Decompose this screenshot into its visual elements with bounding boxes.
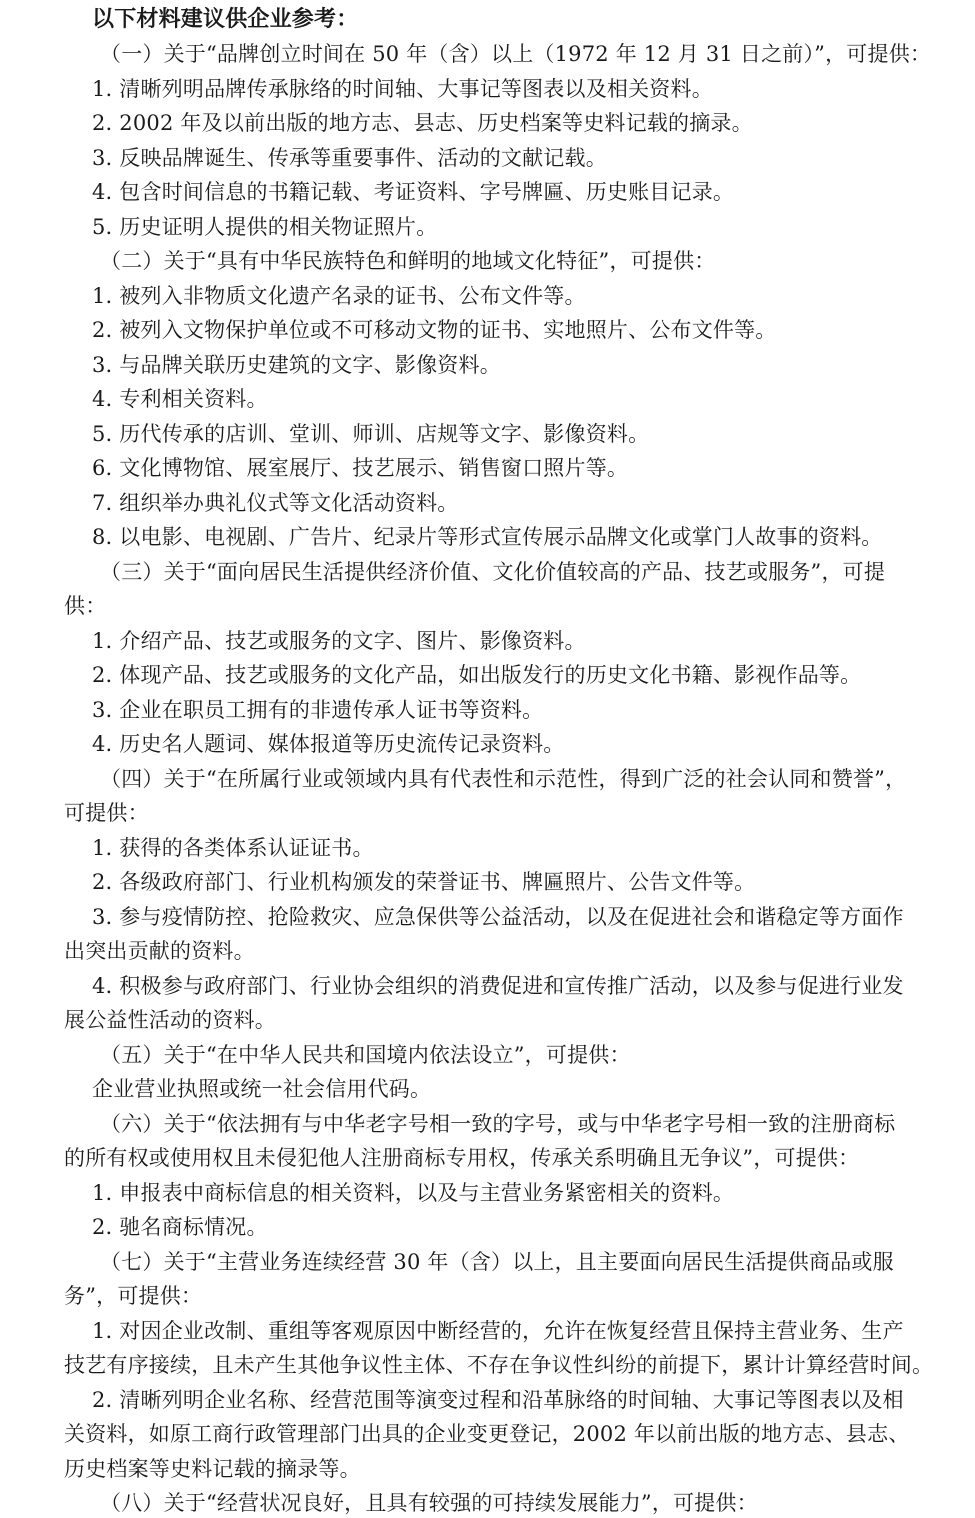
section-6-heading: （六）关于“依法拥有与中华老字号相一致的字号，或与中华老字号相一致的注册商标 [100, 1112, 896, 1136]
section-3-heading: （三）关于“面向居民生活提供经济价值、文化价值较高的产品、技艺或服务”，可提 [100, 560, 886, 584]
section-2-item-6: 6. 文化博物馆、展室展厅、技艺展示、销售窗口照片等。 [92, 456, 629, 480]
section-8-heading: （八）关于“经营状况良好，且具有较强的可持续发展能力”，可提供： [100, 1491, 758, 1515]
section-1-heading: （一）关于“品牌创立时间在 50 年（含）以上（1972 年 12 月 31 日之前）”，可提供： [100, 42, 932, 66]
section-2-item-5: 5. 历代传承的店训、堂训、师训、店规等文字、影像资料。 [92, 422, 650, 446]
section-2-item-4: 4. 专利相关资料。 [92, 387, 268, 411]
section-2-item-2: 2. 被列入文物保护单位或不可移动文物的证书、实地照片、公布文件等。 [92, 318, 777, 342]
section-3-item-4: 4. 历史名人题词、媒体报道等历史流传记录资料。 [92, 732, 565, 756]
section-4-heading: （四）关于“在所属行业或领域内具有代表性和示范性，得到广泛的社会认同和赞誉”， [100, 767, 907, 791]
section-3-heading-cont: 供： [64, 594, 107, 618]
section-7-item-2-cont-2: 历史档案等史料记载的摘录等。 [64, 1457, 361, 1481]
section-2-heading: （二）关于“具有中华民族特色和鲜明的地域文化特征”，可提供： [100, 249, 716, 273]
section-3-item-1: 1. 介绍产品、技艺或服务的文字、图片、影像资料。 [92, 629, 586, 653]
section-2-item-8: 8. 以电影、电视剧、广告片、纪录片等形式宣传展示品牌文化或掌门人故事的资料。 [92, 525, 883, 549]
section-5-heading: （五）关于“在中华人民共和国境内依法设立”，可提供： [100, 1043, 631, 1067]
section-4-item-2: 2. 各级政府部门、行业机构颁发的荣誉证书、牌匾照片、公告文件等。 [92, 870, 756, 894]
section-6-item-2: 2. 驰名商标情况。 [92, 1215, 268, 1239]
section-6-heading-cont: 的所有权或使用权且未侵犯他人注册商标专用权，传承关系明确且无争议”，可提供： [64, 1146, 860, 1170]
section-2-item-7: 7. 组织举办典礼仪式等文化活动资料。 [92, 491, 459, 515]
section-4-item-4: 4. 积极参与政府部门、行业协会组织的消费促进和宣传推广活动，以及参与促进行业发 [92, 974, 904, 998]
section-1-item-5: 5. 历史证明人提供的相关物证照片。 [92, 215, 438, 239]
section-7-heading-cont: 务”，可提供： [64, 1284, 203, 1308]
section-7-item-1: 1. 对因企业改制、重组等客观原因中断经营的，允许在恢复经营且保持主营业务、生产 [92, 1319, 904, 1343]
section-2-item-1: 1. 被列入非物质文化遗产名录的证书、公布文件等。 [92, 284, 586, 308]
section-1-item-2: 2. 2002 年及以前出版的地方志、县志、历史档案等史料记载的摘录。 [92, 111, 753, 135]
section-7-item-2-cont: 关资料，如原工商行政管理部门出具的企业变更登记，2002 年以前出版的地方志、县志、 [64, 1422, 910, 1446]
section-4-item-3-cont: 出突出贡献的资料。 [64, 939, 255, 963]
section-3-item-2: 2. 体现产品、技艺或服务的文化产品，如出版发行的历史文化书籍、影视作品等。 [92, 663, 862, 687]
section-4-heading-cont: 可提供： [64, 801, 149, 825]
section-2-item-3: 3. 与品牌关联历史建筑的文字、影像资料。 [92, 353, 501, 377]
section-4-item-3: 3. 参与疫情防控、抢险救灾、应急保供等公益活动，以及在促进社会和谐稳定等方面作 [92, 905, 904, 929]
doc-heading: 以下材料建议供企业参考： [92, 7, 359, 32]
section-3-item-3: 3. 企业在职员工拥有的非遗传承人证书等资料。 [92, 698, 544, 722]
section-4-item-4-cont: 展公益性活动的资料。 [64, 1008, 276, 1032]
section-1-item-4: 4. 包含时间信息的书籍记载、考证资料、字号牌匾、历史账目记录。 [92, 180, 735, 204]
section-7-heading: （七）关于“主营业务连续经营 30 年（含）以上，且主要面向居民生活提供商品或服 [100, 1250, 894, 1274]
section-7-item-2: 2. 清晰列明企业名称、经营范围等演变过程和沿革脉络的时间轴、大事记等图表以及相 [92, 1388, 904, 1412]
section-4-item-1: 1. 获得的各类体系认证证书。 [92, 836, 374, 860]
section-7-item-1-cont: 技艺有序接续，且未产生其他争议性主体、不存在争议性纠纷的前提下，累计计算经营时间。 [64, 1353, 934, 1377]
section-6-item-1: 1. 申报表中商标信息的相关资料，以及与主营业务紧密相关的资料。 [92, 1181, 735, 1205]
section-1-item-1: 1. 清晰列明品牌传承脉络的时间轴、大事记等图表以及相关资料。 [92, 77, 713, 101]
section-1-item-3: 3. 反映品牌诞生、传承等重要事件、活动的文献记载。 [92, 146, 607, 170]
section-5-item-1: 企业营业执照或统一社会信用代码。 [92, 1077, 432, 1101]
